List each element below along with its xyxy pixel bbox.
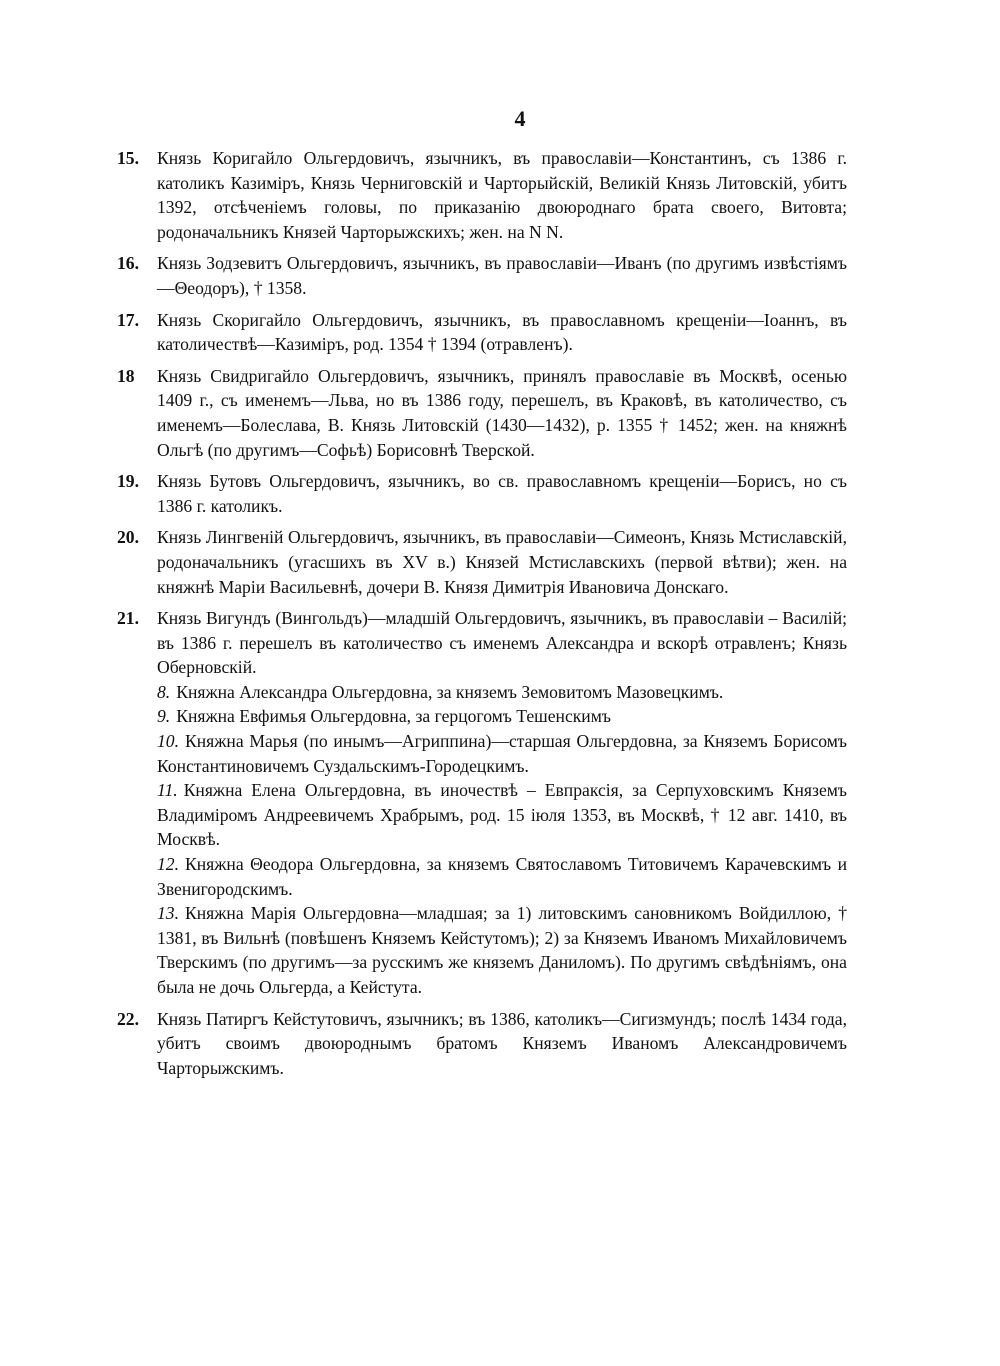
daughter-entry-9 [117,704,847,729]
daughter-entry-11 [117,778,847,852]
entry-text: Князь Зодзевитъ Ольгердовичъ, язычникъ, въ православіи—Иванъ (по другимъ извѣстіямъ—Θеодоръ), † 1358. [157,253,847,298]
daughter-text: Княжна Елена Ольгердовна, въ иночествѣ – Евпраксія, за Серпуховскимъ Княземъ Владиміромъ Андреевичемъ Храбрымъ, род. 15 іюля 1353, въ Москвѣ, † 12 авг. 1410, въ Москвѣ. [157,780,847,850]
entry-number: 18 [117,365,135,386]
daughter-number: 8. [157,681,171,702]
entry-22 [117,1007,847,1081]
daughter-text: Княжна Евфимья Ольгердовна, за герцогомъ Тешенскимъ [176,706,611,727]
entry-text: Князь Коригайло Ольгердовичъ, язычникъ, въ православіи—Константинъ, съ 1386 г. католикъ Казиміръ, Князь Черниговскій и Чарторыйскій, Великій Князь Литовскій, убитъ 1392, отсѣченіемъ головы, по приказанію двоюроднаго брата своего, Витовта; родоначальникъ Князей Чарторыжскихъ; жен. на N N. [157,148,847,242]
daughter-entry-12 [117,852,847,901]
entry-17 [117,308,847,357]
daughter-entry-13 [117,901,847,999]
entry-number: 17. [117,309,139,330]
entry-18 [117,364,847,462]
entry-text: Князь Патиргъ Кейстутовичъ, язычникъ; въ 1386, католикъ—Сигизмундъ; послѣ 1434 года, убитъ своимъ двоюроднымъ братомъ Княземъ Иваномъ Александровичемъ Чарторыжскимъ. [157,1008,847,1078]
entry-19 [117,469,847,518]
daughter-text: Княжна Θеодора Ольгердовна, за княземъ Святославомъ Титовичемъ Карачевскимъ и Звенигородскимъ. [157,854,847,899]
entry-number: 22. [117,1008,139,1029]
entry-16 [117,251,847,300]
daughter-number: 11. [157,780,178,801]
page-number: 4 [514,106,526,131]
entry-number: 16. [117,253,139,274]
entry-15 [117,146,847,244]
daughter-number: 12. [157,854,179,875]
entry-number: 21. [117,608,139,629]
daughter-text: Княжна Александра Ольгердовна, за княземъ Земовитомъ Мазовецкимъ. [176,681,724,702]
entry-21 [117,606,847,680]
entry-text: Князь Лингвеній Ольгердовичъ, язычникъ, въ православіи—Симеонъ, Князь Мстиславскій, родоначальникъ (угасшихъ въ XV в.) Князей Мстиславскихъ (первой вѣтви); жен. на княжнѣ Маріи Васильевнѣ, дочери В. Князя Димитрія Ивановича Донскаго. [157,527,847,597]
daughter-number: 9. [157,706,171,727]
entry-text: Князь Свидригайло Ольгердовичъ, язычникъ, принялъ православіе въ Москвѣ, осенью 1409 г., съ именемъ—Льва, но въ 1386 году, перешелъ, въ Краковѣ, въ католичество, съ именемъ—Болеслава, В. Князь Литовскій (1430—1432), р. 1355 † 1452; жен. на княжнѣ Ольгѣ (по другимъ—Софьѣ) Борисовнѣ Тверской. [157,365,847,460]
daughter-entry-10 [117,729,847,778]
entry-text: Князь Скоригайло Ольгердовичъ, язычникъ, въ православномъ крещеніи—Іоаннъ, въ католичествѣ—Казиміръ, род. 1354 † 1394 (отравленъ). [157,309,847,355]
daughter-entry-8 [117,680,847,705]
entry-text: Князь Вигундъ (Вингольдъ)—младшій Ольгердовичъ, язычникъ, въ православіи – Василій; въ 1386 г. перешелъ въ католичество съ именемъ Александра и вскорѣ отравленъ; Князь Оберновскій. [157,608,847,678]
entry-number: 19. [117,471,139,492]
entry-number: 20. [117,527,139,548]
daughter-text: Княжна Марья (по инымъ—Агриппина)—старшая Ольгердовна, за Княземъ Борисомъ Константиновичемъ Суздальскимъ-Городецкимъ. [157,731,847,776]
daughter-text: Княжна Марія Ольгердовна—младшая; за 1) литовскимъ сановникомъ Войдиллою, † 1381, въ Вильнѣ (повѣшенъ Княземъ Кейстутомъ); 2) за Княземъ Иваномъ Михайловичемъ Тверскимъ (по другимъ—за русскимъ же княземъ Даниломъ). По другимъ свѣдѣніямъ, она была не дочь Ольгерда, а Кейстута. [157,903,847,997]
entry-text: Князь Бутовъ Ольгердовичъ, язычникъ, во св. православномъ крещеніи—Борисъ, но съ 1386 г. католикъ. [157,471,847,516]
genealogy-list [117,146,847,1087]
entry-20 [117,525,847,599]
daughter-number: 10. [157,731,179,752]
entry-number: 15. [117,148,139,168]
daughter-number: 13. [157,903,179,924]
